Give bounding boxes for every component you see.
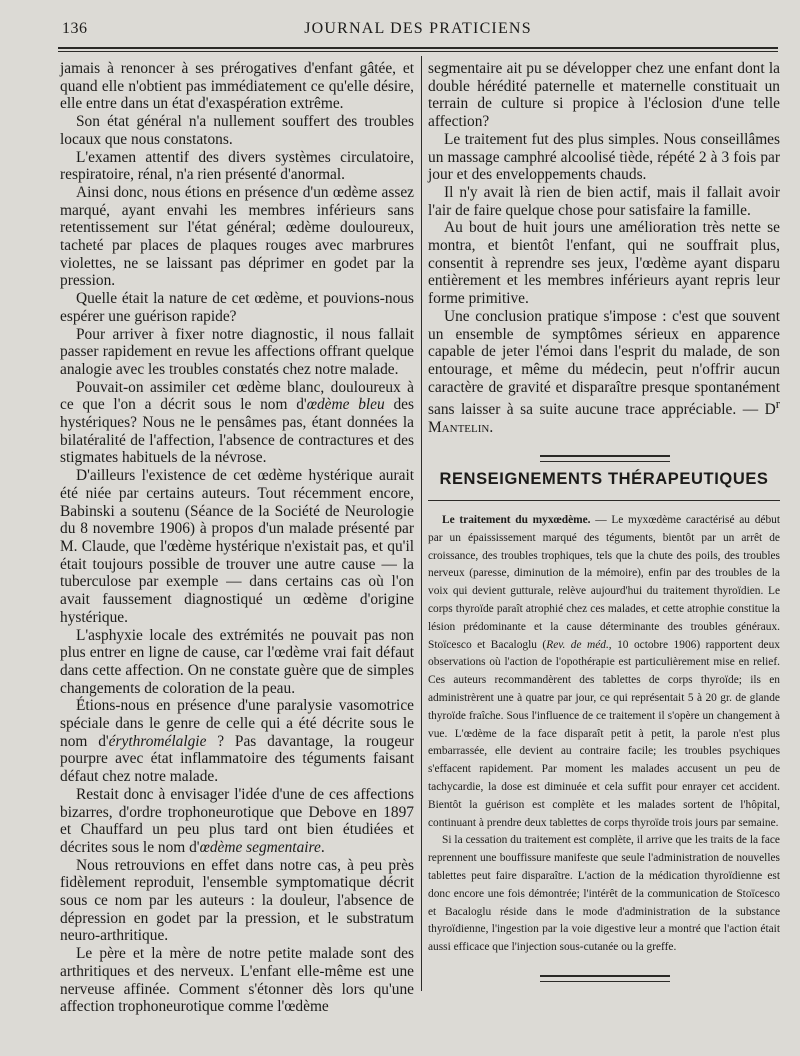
paragraph: Pour arriver à fixer notre diagnostic, il nous fallait passer rapidement en revue les affections offrant quelque analogie avec les troubles constatés chez notre malade. [60, 325, 414, 378]
header-rule [58, 47, 778, 49]
paragraph [60, 379, 414, 468]
right-column [428, 60, 780, 437]
section-title-rule [428, 500, 780, 501]
section-body [428, 512, 780, 957]
paragraph: Au bout de huit jours une amélioration très nette se montra, et bientôt l'enfant, qui ne souffrait plus, consentit à reprendre ses jeux, l'œdème ayant disparu entièrement et les membres inférieurs ayant repris leur forme primitive. [428, 219, 780, 308]
section-title: RENSEIGNEMENTS THÉRAPEUTIQUES [439, 470, 769, 488]
paragraph [428, 512, 780, 832]
text-run: ? Pas davantage, la rougeur pourpre avec état inflammatoire des téguments faisant défaut chez notre malade. [60, 732, 414, 786]
paragraph: Si la cessation du traitement est complète, il arrive que les traits de la face reprennent une bouffissure manifeste que seule l'administration de nouvelles tablettes peut faire disparaître. L'action de la médication thyroïdienne est donc encore une fois démontrée; l'intérêt de la communication de Stoïcesco et Bacaloglu réside dans le mode d'administration de la substance thyroïdienne, l'ingestion par la voie digestive leur a montré que l'action était aussi efficace que l'injection sous-cutanée ou la greffe. [428, 834, 780, 954]
paragraph: Le traitement fut des plus simples. Nous conseillâmes un massage camphré alcoolisé tiède, répété 2 à 3 fois par jour et des enveloppements chauds. [428, 130, 780, 184]
paragraph: Ainsi donc, nous étions en présence d'un œdème assez marqué, ayant envahi les membres inférieurs sans retentissement sur l'état général; œdème douloureux, tacheté par places de plaques rouges avec marbrures violettes, ne se laissant pas déprimer en godet par la pression. [60, 183, 414, 290]
paragraph: Il n'y avait là rien de bien actif, mais il fallait avoir l'air de faire quelque chose pour satisfaire la famille. [428, 183, 780, 219]
paragraph: Son état général n'a nullement souffert des troubles locaux que nous constatons. [60, 113, 414, 148]
article-lead: Le traitement du myxœdème. [442, 514, 591, 526]
paragraph [60, 786, 414, 857]
paragraph [428, 308, 780, 437]
paragraph: L'asphyxie locale des extrémités ne pouvait pas non plus entrer en ligne de cause, car l'œdème vrai fait défaut dans cette affection. On ne constate guère que de simples changements de coloration de la peau. [60, 626, 414, 697]
superscript: r [775, 397, 780, 412]
text-run: — Le myxœdème caractérisé au début par un épaississement marqué des téguments, bientôt par un arrêt de croissance, des troubles trophiques, tels que la chute des poils, des troubles nerveux (paresse, diminution de la mémoire), enfin par des troubles de la voix qui devient gutturale, relève aujourd'hui du traitement thyroïdien. Le corps thyroïde paraît atrophié chez ces malades, et cette atrophie constitue la lésion prédominante et la cause déterminante des troubles généraux. Stoïcesco et Bacaloglu ( [428, 514, 780, 651]
text-run: . [320, 838, 325, 856]
italic-term: érythromélalgie [108, 732, 207, 750]
text-run: Pouvait-on assimiler cet œdème blanc, douloureux à ce que l'on a décrit sous le nom d' [60, 378, 414, 414]
running-header [58, 20, 778, 42]
section-separator [540, 455, 670, 462]
end-separator [540, 975, 670, 982]
italic-term: œdème bleu [306, 396, 385, 414]
text-run: , 10 octobre 1906) rapportent deux observations où l'action de l'opothérapie est particulièrement mise en relief. Ces auteurs recommandèrent des tablettes de corps thyroïde; ils en administrèrent une à quatre par jour, ce qui représentait 5 à 20 gr. de glande thyroïde fraîche. Sous l'influence de ce traitement il s'opère un changement à vue. L'œdème de la face disparaît petit à petit, la parole n'est plus embarrassée, elle devient au contraire facile; les troubles psychiques s'effacent rapidement. Par moment les malades accusent un peu de tachycardie, la dose est diminuée et cela suffit pour enrayer cet accident. Bientôt la guérison est complète et les malades sortent de l'hôpital, continuant à prendre deux tablettes de corps thyroïde trois jours par semaine. [428, 638, 780, 829]
paragraph: L'examen attentif des divers systèmes circulatoire, respiratoire, rénal, n'a rien présenté d'anormal. [60, 148, 414, 184]
column-divider [421, 56, 422, 991]
page-number: 136 [62, 20, 88, 37]
text-run: Étions-nous en présence d'une paralysie vasomotrice spéciale dans le genre de celle qui a été décrite sous le nom d' [60, 697, 414, 750]
paragraph: D'ailleurs l'existence de cet œdème hystérique aurait été niée par certains auteurs. Tout récemment encore, Babinski a soutenu (Séance de la Société de Neurologie du 8 novembre 1906) à propos d'un malade présenté par M. Claude, que l'œdème hystérique n'existait pas, et qu'il était toujours possible de trouver une autre cause — la tuberculose par exemple — dans certains cas où l'on avait faussement diagnostiqué un œdème d'origine hystérique. [60, 467, 414, 626]
italic-citation: Rev. de méd. [546, 638, 609, 651]
text-run: des hystériques? Nous ne le pensâmes pas, étant données la bilatéralité de l'affection, l'absence de contractures et des stigmates habituels de la névrose. [60, 396, 414, 467]
paragraph: Le père et la mère de notre petite malade sont des arthritiques et des nerveux. L'enfant elle-même est une nerveuse affinée. Comment s'étonner dès lors qu'une affection trophoneurotique comme l'œdème [60, 945, 414, 1016]
paragraph: Quelle était la nature de cet œdème, et pouvions-nous espérer une guérison rapide? [60, 290, 414, 325]
author-name: Mantelin [428, 419, 490, 437]
text-run: . [489, 419, 494, 437]
paragraph: Nous retrouvions en effet dans notre cas, à peu près fidèlement reproduit, l'ensemble symptomatique décrit sous ce nom par les auteurs : la douleur, l'absence de dépression en godet par la pression, et le substratum neuro-arthritique. [60, 856, 414, 945]
paragraph [60, 697, 414, 786]
paragraph: jamais à renoncer à ses prérogatives d'enfant gâtée, et quand elle n'obtient pas immédiatement ce qu'elle désire, elle entre dans un état d'exaspération extrême. [60, 60, 414, 113]
journal-title: JOURNAL DES PRATICIENS [304, 20, 532, 37]
italic-term: œdème segmentaire [199, 838, 321, 856]
left-column [60, 60, 414, 1016]
text-run: Une conclusion pratique s'impose : c'est que souvent un ensemble de symptômes sérieux en apparence capable de jeter l'émoi dans l'esprit du malade, de son entourage, et même du médecin, peut n'offrir aucun caractère de gravité et disparaître presque spontanément sans laisser à sa suite aucune trace appréciable. — D [428, 307, 780, 419]
text-run: Restait donc à envisager l'idée d'une de ces affections bizarres, d'ordre trophoneurotique que Debove en 1897 et Chauffard un peu plus tard ont bien étudiées et décrites sous le nom d' [60, 785, 414, 856]
paragraph: segmentaire ait pu se développer chez une enfant dont la double hérédité paternelle et maternelle constituait un terrain de culture si propice à l'éclosion d'une telle affection? [428, 60, 780, 131]
header-rule-thin [58, 51, 778, 52]
